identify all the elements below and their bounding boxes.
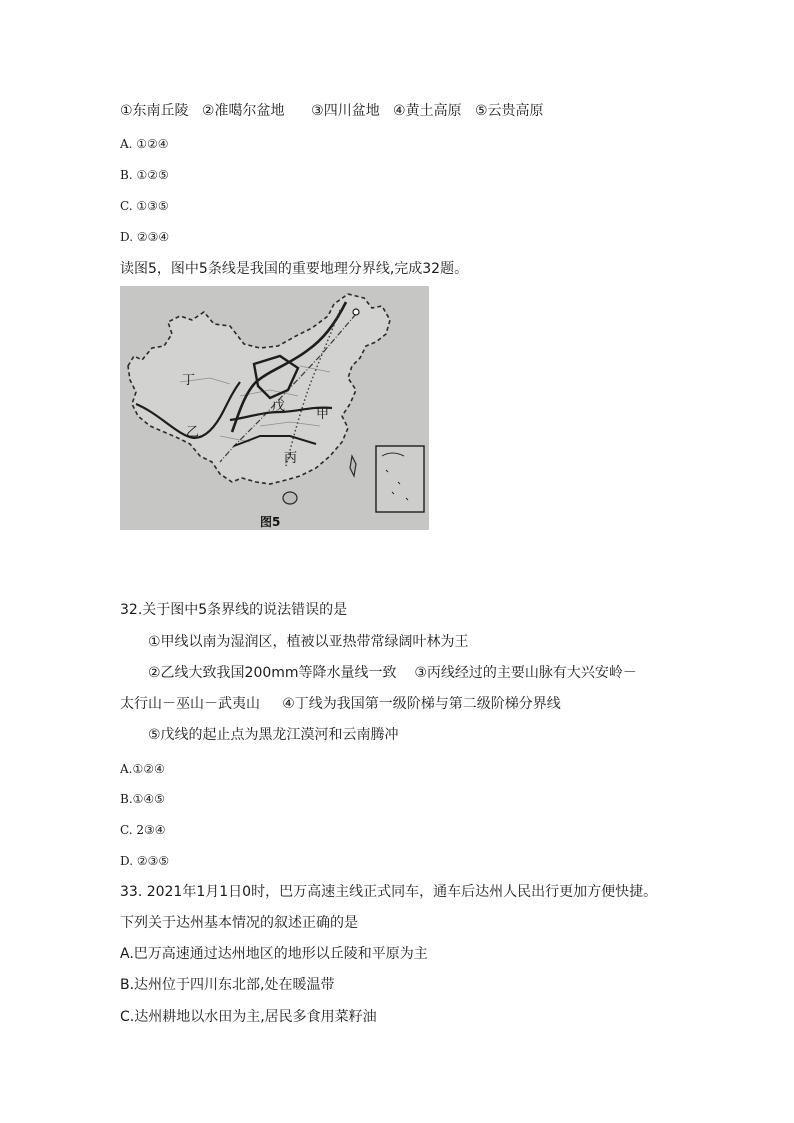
- q33-option-c: C.达州耕地以水田为主,居民多食用菜籽油: [120, 1009, 377, 1025]
- china-boundary-map: [120, 286, 429, 530]
- q32-statement-5: ⑤戊线的起止点为黑龙江漠河和云南腾冲: [148, 727, 399, 743]
- q33-option-a: A.巴万高速通过达州地区的地形以丘陵和平原为主: [120, 946, 428, 962]
- national-border: [128, 294, 390, 484]
- q33-stem: 33. 2021年1月1日0时，巴万高速主线正式同车，通车后达州人民出行更加方便快捷。: [120, 884, 658, 900]
- map-caption: 图5: [260, 515, 281, 529]
- q33-stem-2: 下列关于达州基本情况的叙述正确的是: [120, 915, 358, 931]
- question-31-choices: ①东南丘陵 ②准噶尔盆地 ③四川盆地 ④黄土高原 ⑤云贵高原: [120, 103, 544, 119]
- label-bing: 丙: [284, 451, 298, 466]
- q32-statement-2-3: ②乙线大致我国200mm等降水量线一致 ③丙线经过的主要山脉有大兴安岭－: [148, 665, 637, 681]
- q33-option-b: B.达州位于四川东北部,处在暖温带: [120, 977, 335, 993]
- q32-option-b: B.①④⑤: [120, 792, 165, 806]
- q32-option-d: D. ②③⑤: [120, 854, 170, 868]
- q32-option-c: C. 2③④: [120, 823, 166, 837]
- map-intro: 读图5，图中5条线是我国的重要地理分界线,完成32题。: [120, 261, 469, 277]
- label-jia: 甲: [316, 407, 330, 422]
- label-wu: 戊: [272, 399, 286, 414]
- q32-statement-1: ①甲线以南为湿润区，植被以亚热带常绿阔叶林为王: [148, 634, 469, 650]
- q32-statement-3-4: 太行山－巫山－武夷山 ④丁线为我国第一级阶梯与第二级阶梯分界线: [120, 696, 561, 712]
- q31-option-b: B. ①②⑤: [120, 168, 169, 182]
- q31-option-c: C. ①③⑤: [120, 199, 169, 213]
- map-figure: [120, 286, 429, 530]
- label-yi: 乙: [186, 425, 200, 440]
- q32-stem: 32.关于图中5条界线的说法错误的是: [120, 602, 348, 618]
- q32-option-a: A.①②④: [120, 762, 165, 776]
- q31-option-d: D. ②③④: [120, 230, 170, 244]
- label-ding: 丁: [182, 373, 196, 388]
- q31-option-a: A. ①②④: [120, 137, 169, 151]
